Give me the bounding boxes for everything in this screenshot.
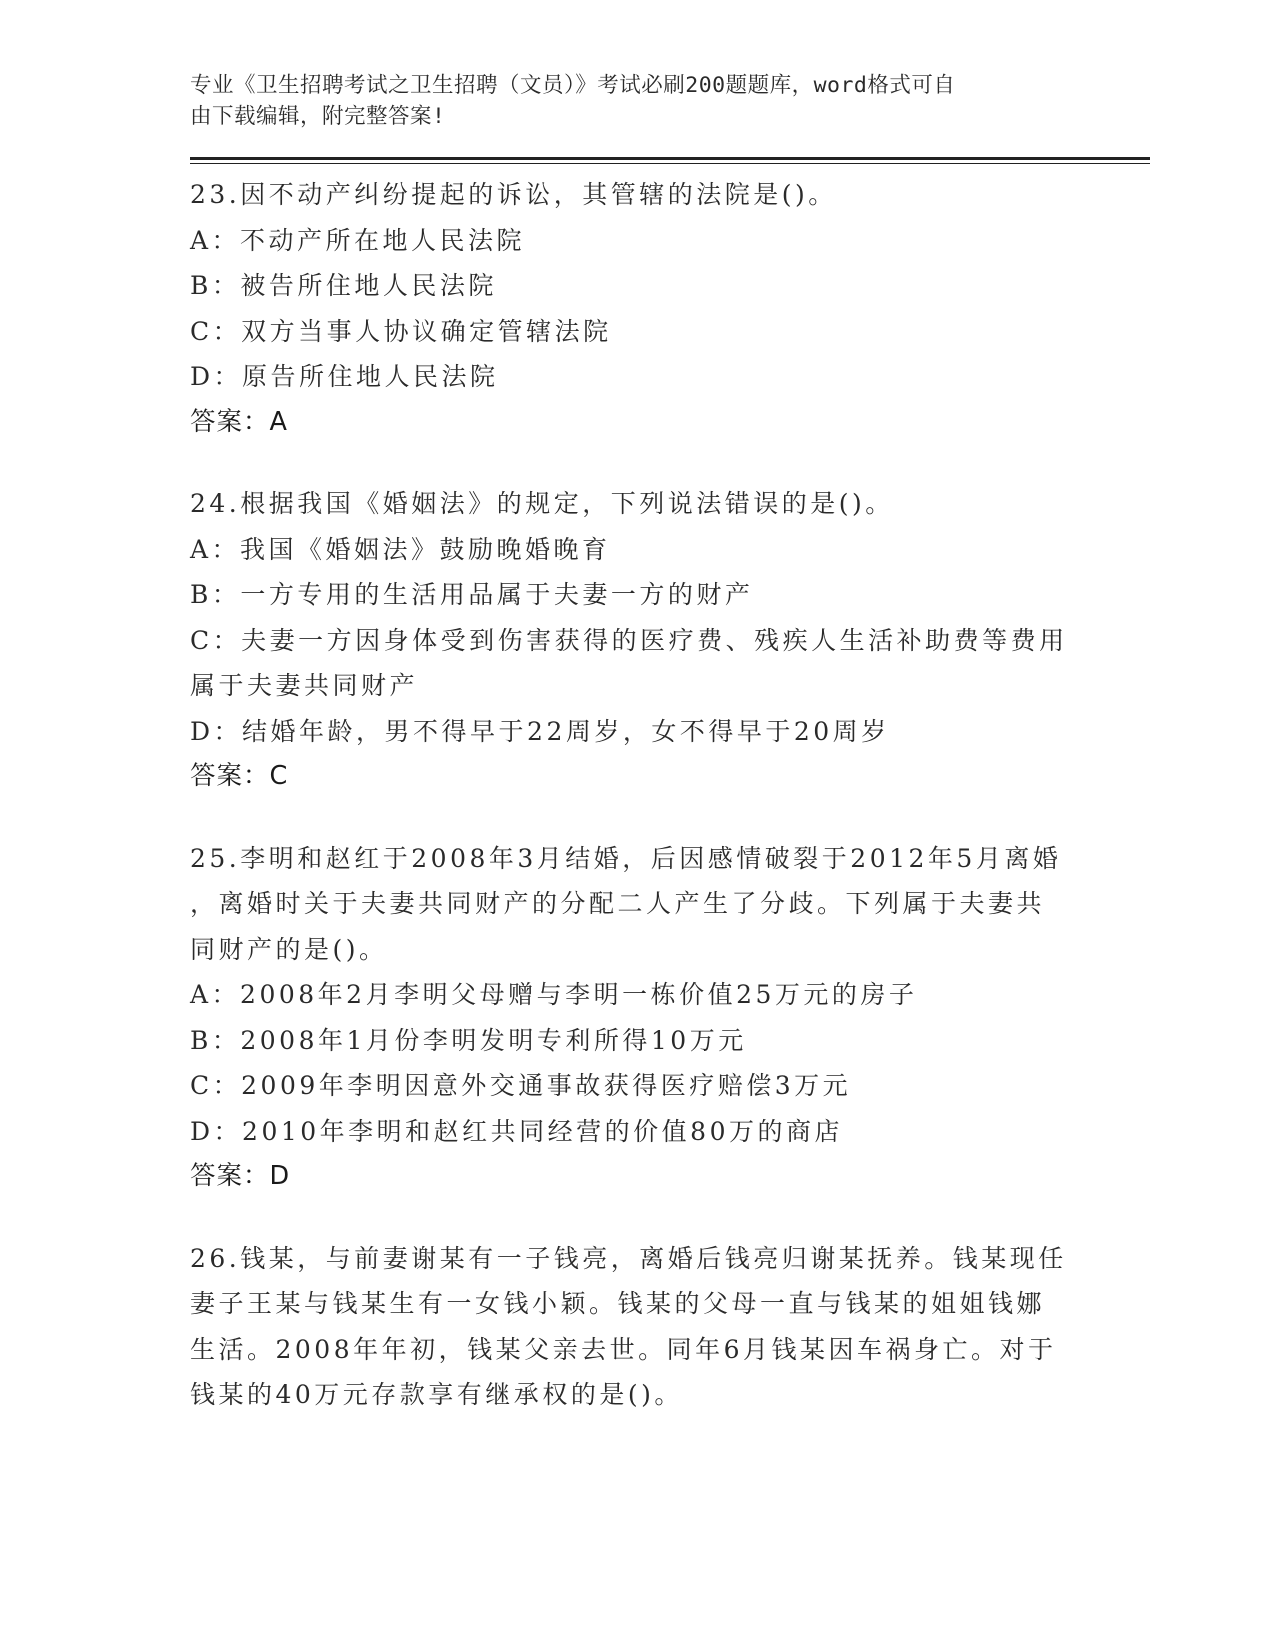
answer-option: A：我国《婚姻法》鼓励晚婚晚育 [190,534,611,564]
question-list [190,172,1070,1418]
answer-option: A：2008年2月李明父母赠与李明一栋价值25万元的房子 [190,980,918,1009]
question-block [190,481,1070,800]
answer-option: B：一方专用的生活用品属于夫妻一方的财产 [190,580,754,609]
question-stem-line: 生活。2008年年初，钱某父亲去世。同年6月钱某因车祸身亡。对于 [190,1334,1057,1364]
answer-key: 答案：A [190,406,288,437]
question-stem-line: 25.李明和赵红于2008年3月结婚，后因感情破裂于2012年5月离婚 [190,843,1062,873]
header-line-1: 专业《卫生招聘考试之卫生招聘（文员）》考试必刷200题题库，word格式可自 [190,73,956,98]
question-stem-line: 23.因不动产纠纷提起的诉讼，其管辖的法院是()。 [190,180,837,209]
question-block [190,836,1070,1200]
question-stem-line: ，离婚时关于夫妻共同财产的分配二人产生了分歧。下列属于夫妻共 [190,889,1046,918]
answer-key: 答案：C [190,761,289,791]
answer-option: C：双方当事人协议确定管辖法院 [190,316,612,346]
answer-option: D：原告所住地人民法院 [190,362,499,391]
answer-option: B：被告所住地人民法院 [190,271,497,300]
answer-option: B：2008年1月份李明发明专利所得10万元 [190,1025,747,1055]
question-block [190,172,1070,445]
header-divider-thick [190,157,1150,160]
answer-option: 属于夫妻共同财产 [190,671,419,700]
question-stem-line: 妻子王某与钱某生有一女钱小颖。钱某的父母一直与钱某的姐姐钱娜 [190,1289,1046,1318]
answer-key: 答案：D [190,1161,291,1191]
answer-option: D：结婚年龄，男不得早于22周岁，女不得早于20周岁 [190,716,890,746]
question-block [190,1236,1070,1418]
header-line-2: 由下载编辑，附完整答案! [190,104,446,129]
question-stem-line: 钱某的40万元存款享有继承权的是()。 [190,1380,683,1409]
question-stem-line: 同财产的是()。 [190,934,388,964]
question-stem-line: 24.根据我国《婚姻法》的规定，下列说法错误的是()。 [190,489,894,518]
header-divider-thin [190,163,1150,164]
document-page [190,70,1150,1454]
answer-option: A：不动产所在地人民法院 [190,225,526,255]
answer-option: C：夫妻一方因身体受到伤害获得的医疗费、残疾人生活补助费等费用 [190,625,1068,655]
question-stem-line: 26.钱某，与前妻谢某有一子钱亮，离婚后钱亮归谢某抚养。钱某现任 [190,1243,1067,1273]
answer-option: D：2010年李明和赵红共同经营的价值80万的商店 [190,1116,843,1146]
answer-option: C：2009年李明因意外交通事故获得医疗赔偿3万元 [190,1071,852,1100]
document-header [190,70,1070,132]
